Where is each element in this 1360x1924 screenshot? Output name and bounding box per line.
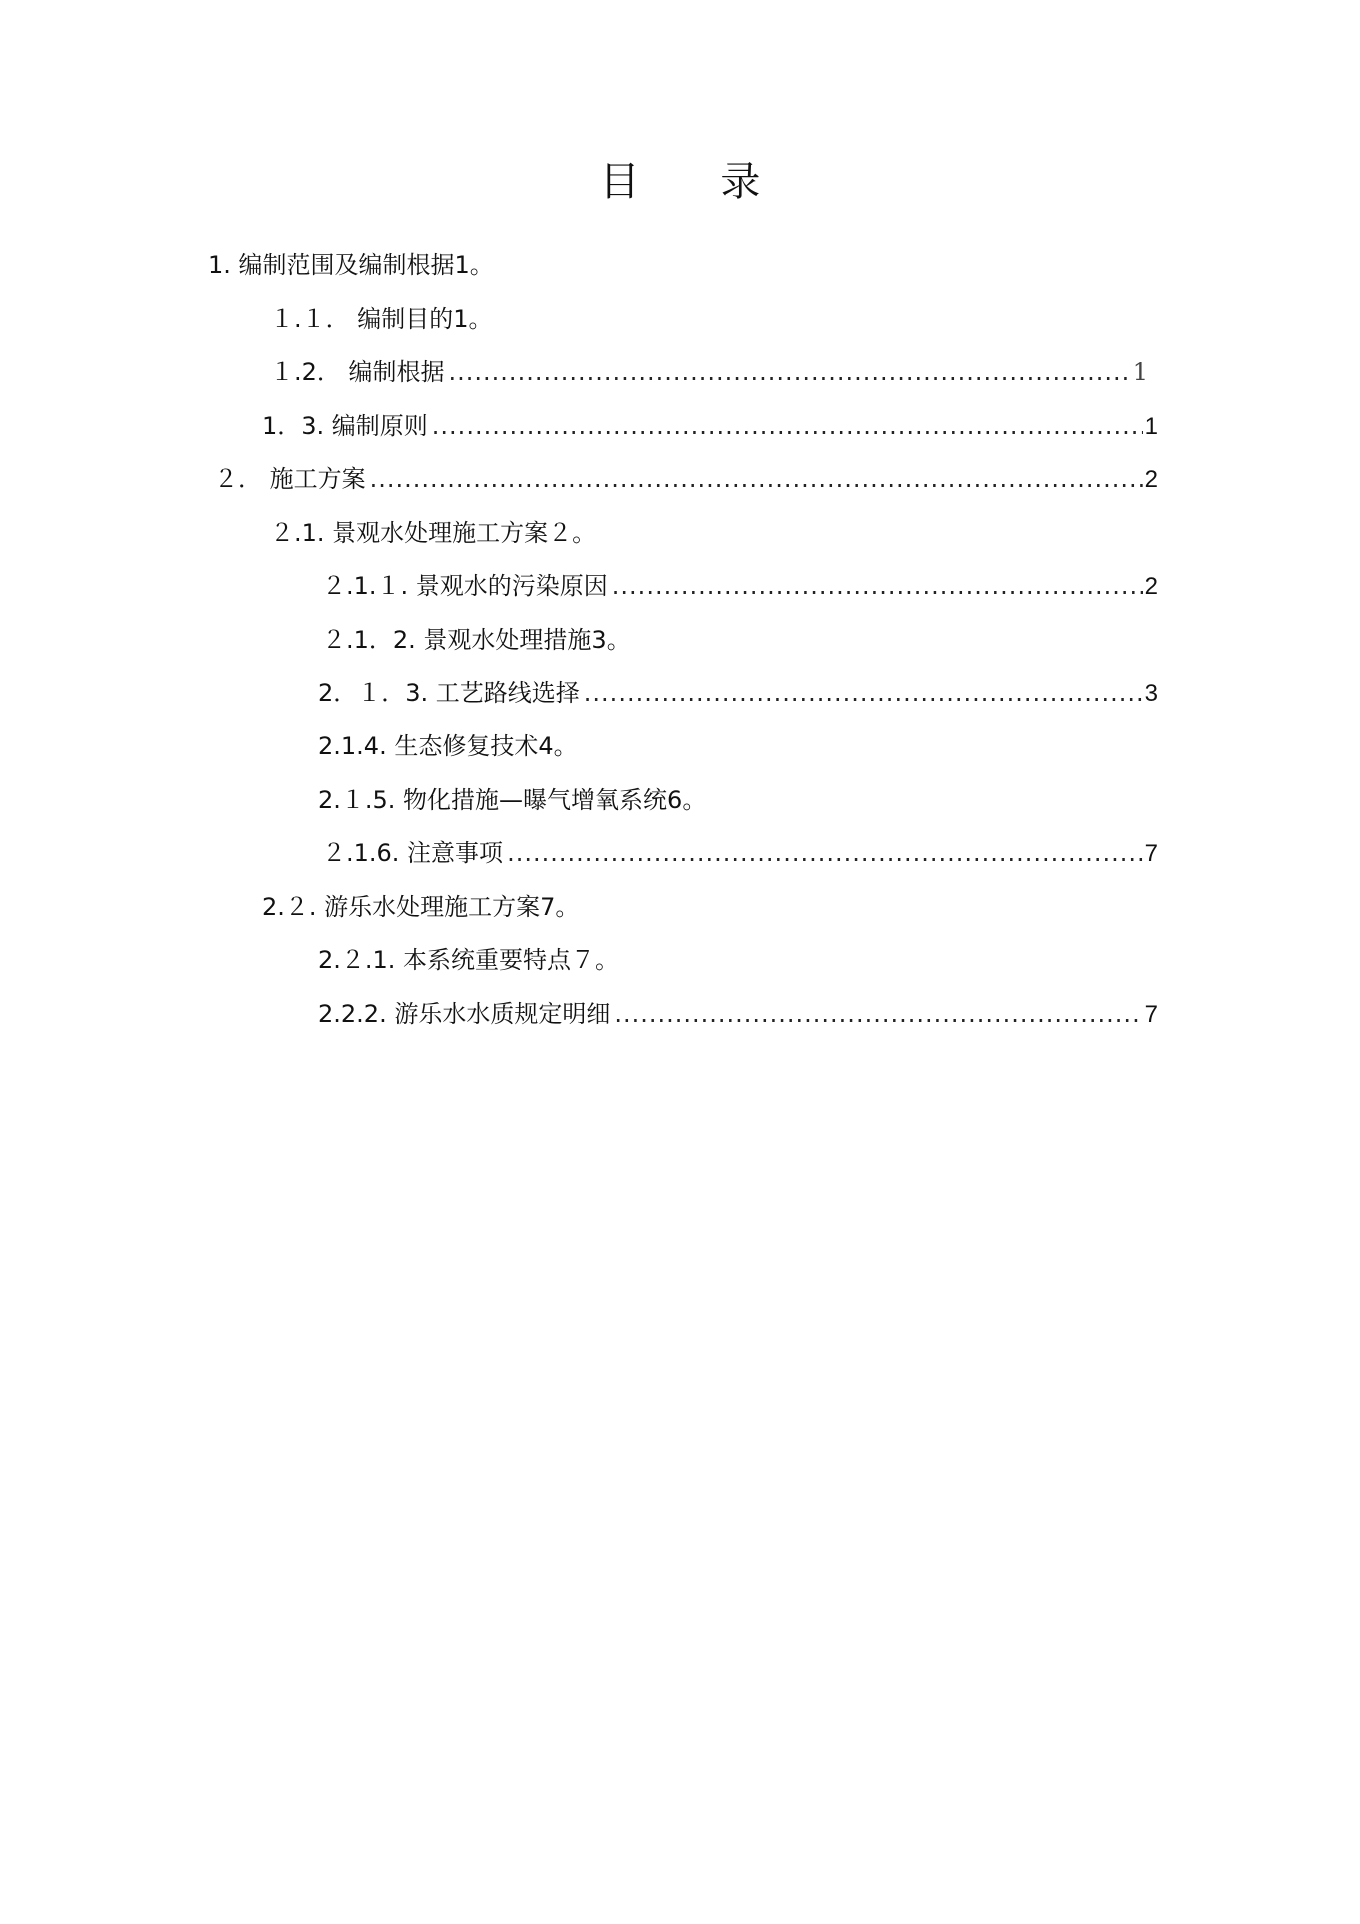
toc-entry-2-1-4[interactable] (318, 731, 718, 761)
toc-entry-2-2-1[interactable] (318, 945, 738, 975)
toc-entry-text: １.１． 编制目的1。 (270, 305, 493, 333)
toc-entry-text: ２． 施工方案 (214, 465, 366, 493)
toc-page-number: 7 (1144, 1001, 1158, 1028)
toc-leader-dots (612, 571, 1143, 601)
toc-entry-1-2[interactable] (270, 357, 1148, 387)
toc-page-number: 3 (1144, 680, 1158, 707)
toc-entry-2[interactable] (214, 464, 1158, 494)
toc-leader-dots (614, 999, 1142, 1029)
toc-entry-text: 2.１.5. 物化措施—曝气增氧系统6。 (318, 786, 707, 814)
toc-entry-2-2-2[interactable] (318, 999, 1158, 1029)
toc-entry-2-1-3[interactable] (318, 678, 1158, 708)
toc-page-number: 2 (1144, 573, 1158, 600)
toc-entry-1-3[interactable] (262, 411, 1158, 441)
toc-entry-text: ２.1．2. 景观水处理措施3。 (322, 626, 631, 654)
toc-entry-text: 1．3. 编制原则 (262, 412, 428, 440)
toc-entry-2-2[interactable] (262, 892, 682, 922)
toc-entry-text: ２.1.6. 注意事项 (322, 839, 504, 867)
toc-page-number: 1 (1132, 358, 1148, 386)
toc-entry-2-1-5[interactable] (318, 785, 838, 815)
toc-page-number: 7 (1144, 840, 1158, 867)
toc-entry-text: 2.２. 游乐水处理施工方案7。 (262, 893, 580, 921)
toc-entry-1[interactable] (208, 250, 508, 280)
toc-leader-dots (507, 838, 1143, 868)
toc-entry-text: 2.２.1. 本系统重要特点７。 (318, 946, 620, 974)
toc-entry-2-1-1[interactable] (322, 571, 1158, 601)
toc-entry-text: 2.1.4. 生态修复技术4。 (318, 732, 578, 760)
toc-leader-dots (449, 357, 1131, 387)
toc-entry-text: １.2． 编制根据 (270, 358, 445, 386)
toc-leader-dots (432, 411, 1143, 441)
toc-entry-text: ２.1. 景观水处理施工方案２。 (270, 519, 597, 547)
toc-entry-text: 2．１．3. 工艺路线选择 (318, 679, 580, 707)
toc-entry-1-1[interactable] (270, 304, 570, 334)
toc-entry-2-1-2[interactable] (322, 625, 742, 655)
toc-entry-2-1[interactable] (270, 518, 690, 548)
toc-entry-text: 1. 编制范围及编制根据1。 (208, 251, 494, 279)
toc-entry-text: 2.2.2. 游乐水水质规定明细 (318, 1000, 611, 1028)
toc-entry-text: ２.1.１. 景观水的污染原因 (322, 572, 608, 600)
toc-page-number: 2 (1144, 466, 1158, 493)
toc-leader-dots (370, 464, 1143, 494)
toc-page-number: 1 (1144, 413, 1158, 440)
toc-leader-dots (584, 678, 1143, 708)
toc-entry-2-1-6[interactable] (322, 838, 1158, 868)
toc-title: 目 录 (599, 159, 795, 205)
